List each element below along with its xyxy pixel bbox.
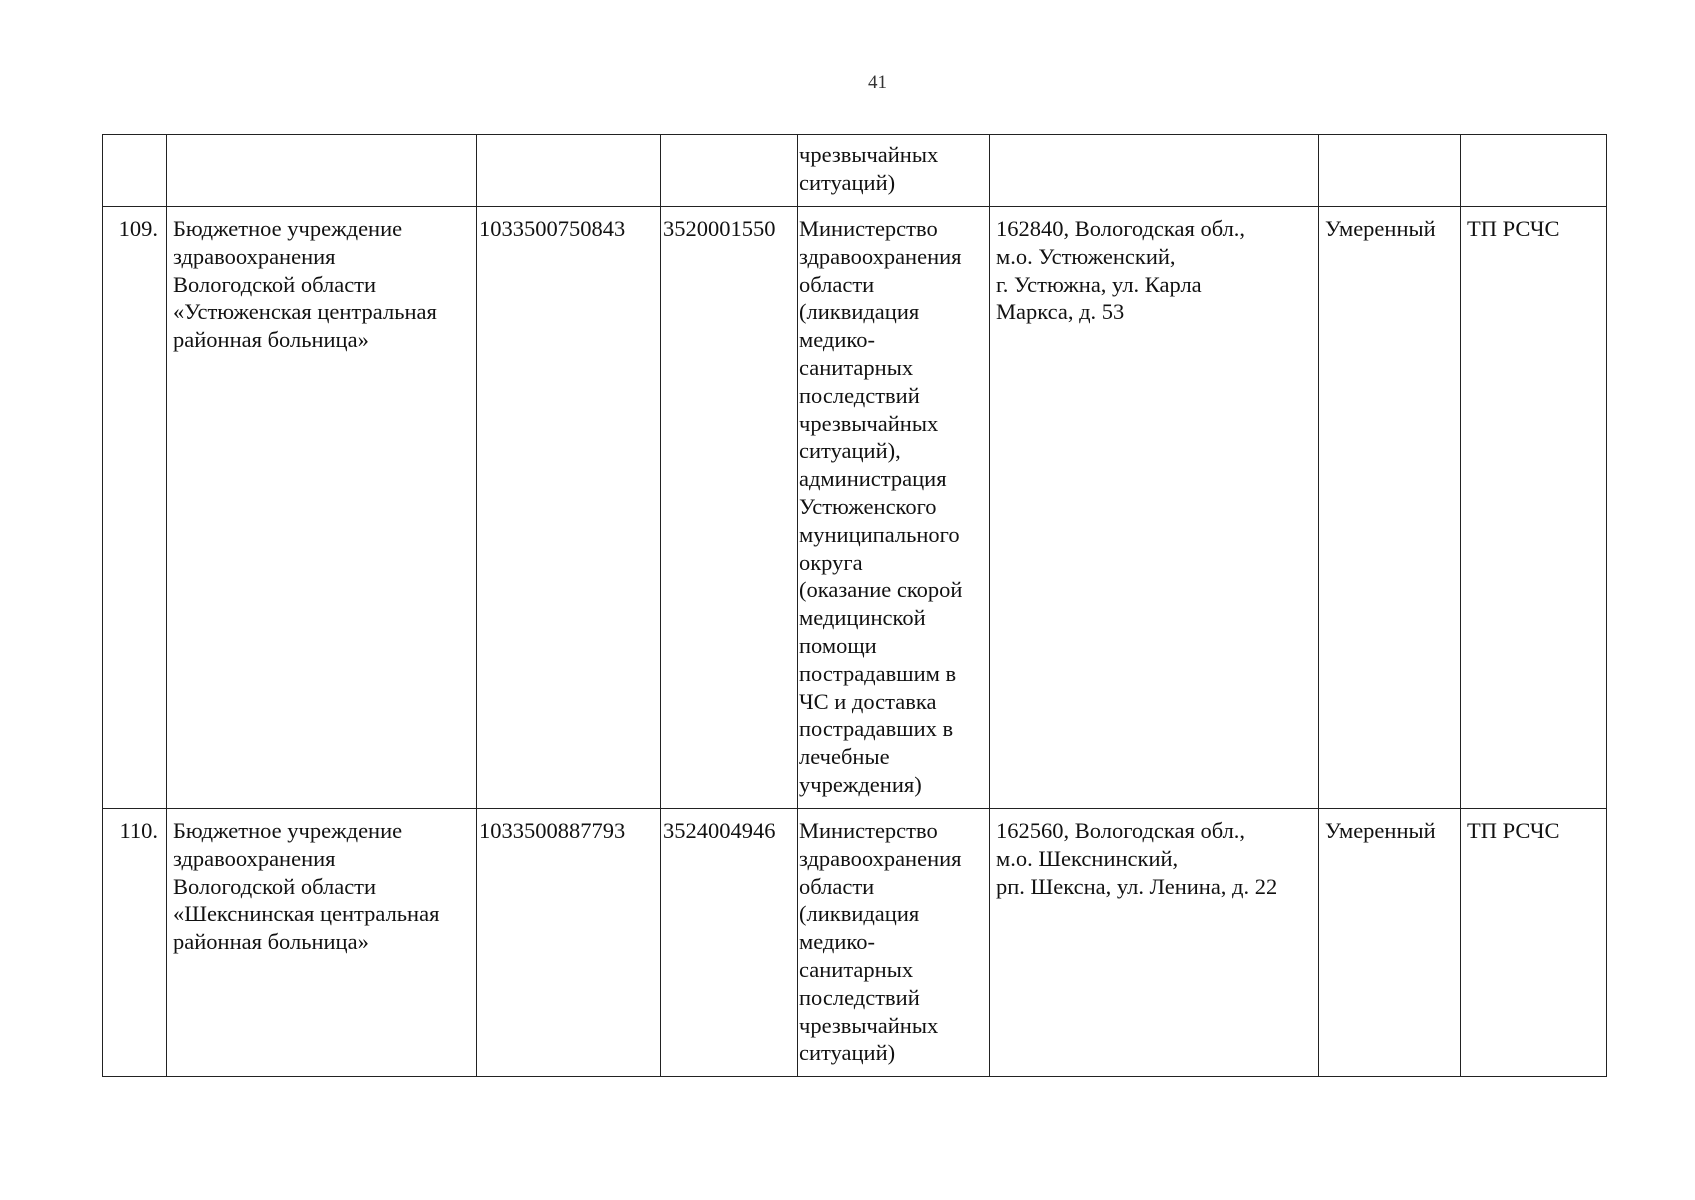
level-cell: Умеренный (1319, 207, 1461, 809)
responsible-body-text: Министерство здравоохранения области (ликвидация медико- санитарных последствий чрезвычайных ситуаций) (799, 818, 962, 1066)
table-row (103, 207, 1607, 809)
name-cell (167, 135, 477, 207)
address-text: 162840, Вологодская обл., м.о. Устюженский, г. Устюжна, ул. Карла Маркса, д. 53 (996, 216, 1246, 325)
responsible-body-text: чрезвычайных ситуаций) (799, 142, 939, 195)
num-cell (103, 135, 167, 207)
address-cell (990, 809, 1319, 1077)
organizations-table (102, 134, 1607, 1077)
organization-name-cell (167, 809, 477, 1077)
row-number: 110. (103, 809, 167, 1077)
ogrn-cell: 1033500887793 (477, 809, 661, 1077)
inn-cell: 3520001550 (661, 207, 798, 809)
row-number: 109. (103, 207, 167, 809)
table-row-continuation (103, 135, 1607, 207)
responsible-body-cell (798, 207, 990, 809)
address-cell (990, 135, 1319, 207)
inn-cell (661, 135, 798, 207)
level-cell (1319, 135, 1461, 207)
responsible-body-text: Министерство здравоохранения области (ликвидация медико- санитарных последствий чрезвычайных ситуаций), администрация Устюженского муниципального округа (оказание скорой медицинской помощи пострадавшим в ЧС и доставка пострадавших в лечебные учреждения) (799, 216, 963, 797)
responsible-body-cell (798, 135, 990, 207)
address-cell (990, 207, 1319, 809)
page-number: 41 (868, 72, 887, 93)
organization-name-cell (167, 207, 477, 809)
responsible-body-cell (798, 809, 990, 1077)
organization-name: Бюджетное учреждение здравоохранения Вологодской области «Устюженская центральная районная больница» (173, 216, 437, 353)
level-cell: Умеренный (1319, 809, 1461, 1077)
organization-name: Бюджетное учреждение здравоохранения Вологодской области «Шекснинская центральная районная больница» (173, 818, 440, 955)
ogrn-cell: 1033500750843 (477, 207, 661, 809)
inn-cell: 3524004946 (661, 809, 798, 1077)
system-cell: ТП РСЧС (1461, 809, 1607, 1077)
address-text: 162560, Вологодская обл., м.о. Шекснинский, рп. Шексна, ул. Ленина, д. 22 (996, 818, 1278, 899)
table-row (103, 809, 1607, 1077)
system-cell (1461, 135, 1607, 207)
system-cell: ТП РСЧС (1461, 207, 1607, 809)
ogrn-cell (477, 135, 661, 207)
